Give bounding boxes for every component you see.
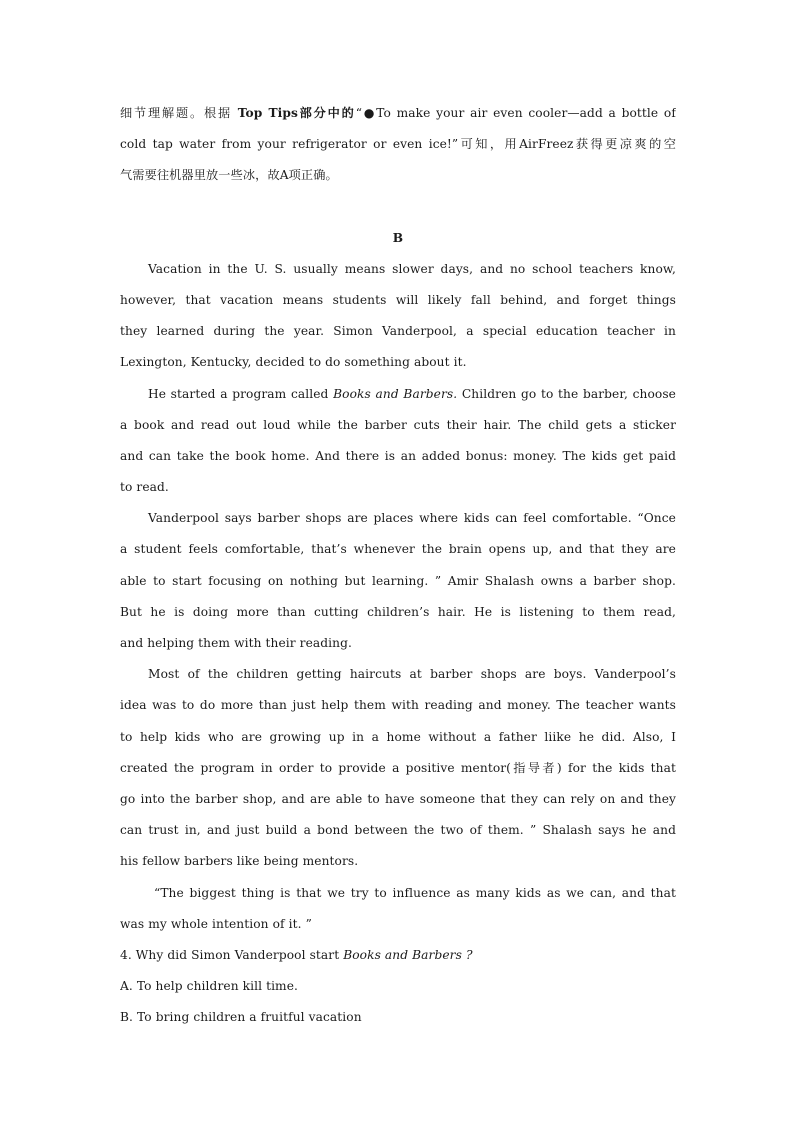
paragraph-line: can trust in, and just build a bond between the two of them. ” Shalash says he and	[120, 823, 676, 838]
paragraph-line: But he is doing more than cutting children’s hair. He is listening to them read,	[120, 604, 676, 619]
paragraph-line: a student feels comfortable, that’s whenever the brain opens up, and that they are	[120, 542, 676, 557]
paragraph-line: idea was to do more than just help them with reading and money. The teacher wants	[120, 698, 676, 713]
paragraph-3	[120, 503, 676, 659]
explanation-text: 细节理解题。根据	[120, 106, 238, 120]
paragraph-line: Vanderpool says barber shops are places where kids can feel comfortable. “Once	[148, 511, 676, 526]
question-text: 4. Why did Simon Vanderpool start	[120, 947, 344, 962]
paragraph-line: to help kids who are growing up in a home without a father liike he did. Also, I	[120, 729, 676, 744]
option-b: B. To bring children a fruitful vacation	[120, 1010, 362, 1025]
paragraph-1	[120, 254, 676, 379]
question-program-name: Books and Barbers ?	[343, 947, 473, 962]
paragraph-line: “The biggest thing is that we try to influence as many kids as we can, and that	[154, 885, 676, 900]
paragraph-text: Children go to the barber, choose	[457, 386, 676, 401]
section-title: B	[392, 230, 404, 245]
paragraph-2	[120, 379, 676, 504]
explanation-line-2: cold tap water from your refrigerator or even ice!”可知，用AirFreez获得更凉爽的空	[120, 137, 676, 152]
document-content	[120, 98, 676, 1033]
paragraph-line: created the program in order to provide a positive mentor(指导者) for the kids that	[120, 760, 676, 775]
program-name: Books and Barbers.	[333, 386, 458, 401]
paragraph-line	[120, 379, 676, 410]
paragraph-line: able to start focusing on nothing but learning. ” Amir Shalash owns a barber shop.	[120, 573, 676, 588]
paragraph-line: they learned during the year. Simon Vanderpool, a special education teacher in	[120, 324, 676, 339]
paragraph-line: Most of the children getting haircuts at barber shops are boys. Vanderpool’s	[148, 667, 676, 682]
explanation-line-3: 气需要往机器里放一些冰，故A项正确。	[120, 168, 338, 183]
paragraph-line: go into the barber shop, and are able to have someone that they can rely on and they	[120, 791, 676, 806]
option-a: A. To help children kill time.	[120, 979, 299, 994]
paragraph-4	[120, 659, 676, 877]
paragraph-line: and helping them with their reading.	[120, 636, 353, 650]
question-stem	[120, 940, 676, 971]
paragraph-line: Lexington, Kentucky, decided to do something about it.	[120, 355, 467, 370]
paragraph-text: He started a program called	[148, 386, 334, 401]
explanation-bold-text: Top Tips部分中的	[237, 106, 356, 120]
paragraph-line: his fellow barbers like being mentors.	[120, 854, 359, 869]
explanation-block	[120, 98, 676, 192]
paragraph-line: to read.	[120, 480, 169, 495]
paragraph-line: was my whole intention of it. ”	[120, 916, 312, 931]
paragraph-line: a book and read out loud while the barber cuts their hair. The child gets a sticker	[120, 417, 676, 432]
explanation-quote-text: “●To make your air even cooler—add a bottle of	[355, 106, 676, 120]
paragraph-line: however, that vacation means students will likely fall behind, and forget things	[120, 292, 676, 307]
paragraph-5	[120, 878, 676, 940]
paragraph-line: Vacation in the U. S. usually means slower days, and no school teachers know,	[148, 261, 676, 276]
explanation-line-1	[120, 98, 676, 129]
question-block	[120, 940, 676, 1034]
paragraph-line: and can take the book home. And there is an added bonus: money. The kids get paid	[120, 448, 676, 463]
